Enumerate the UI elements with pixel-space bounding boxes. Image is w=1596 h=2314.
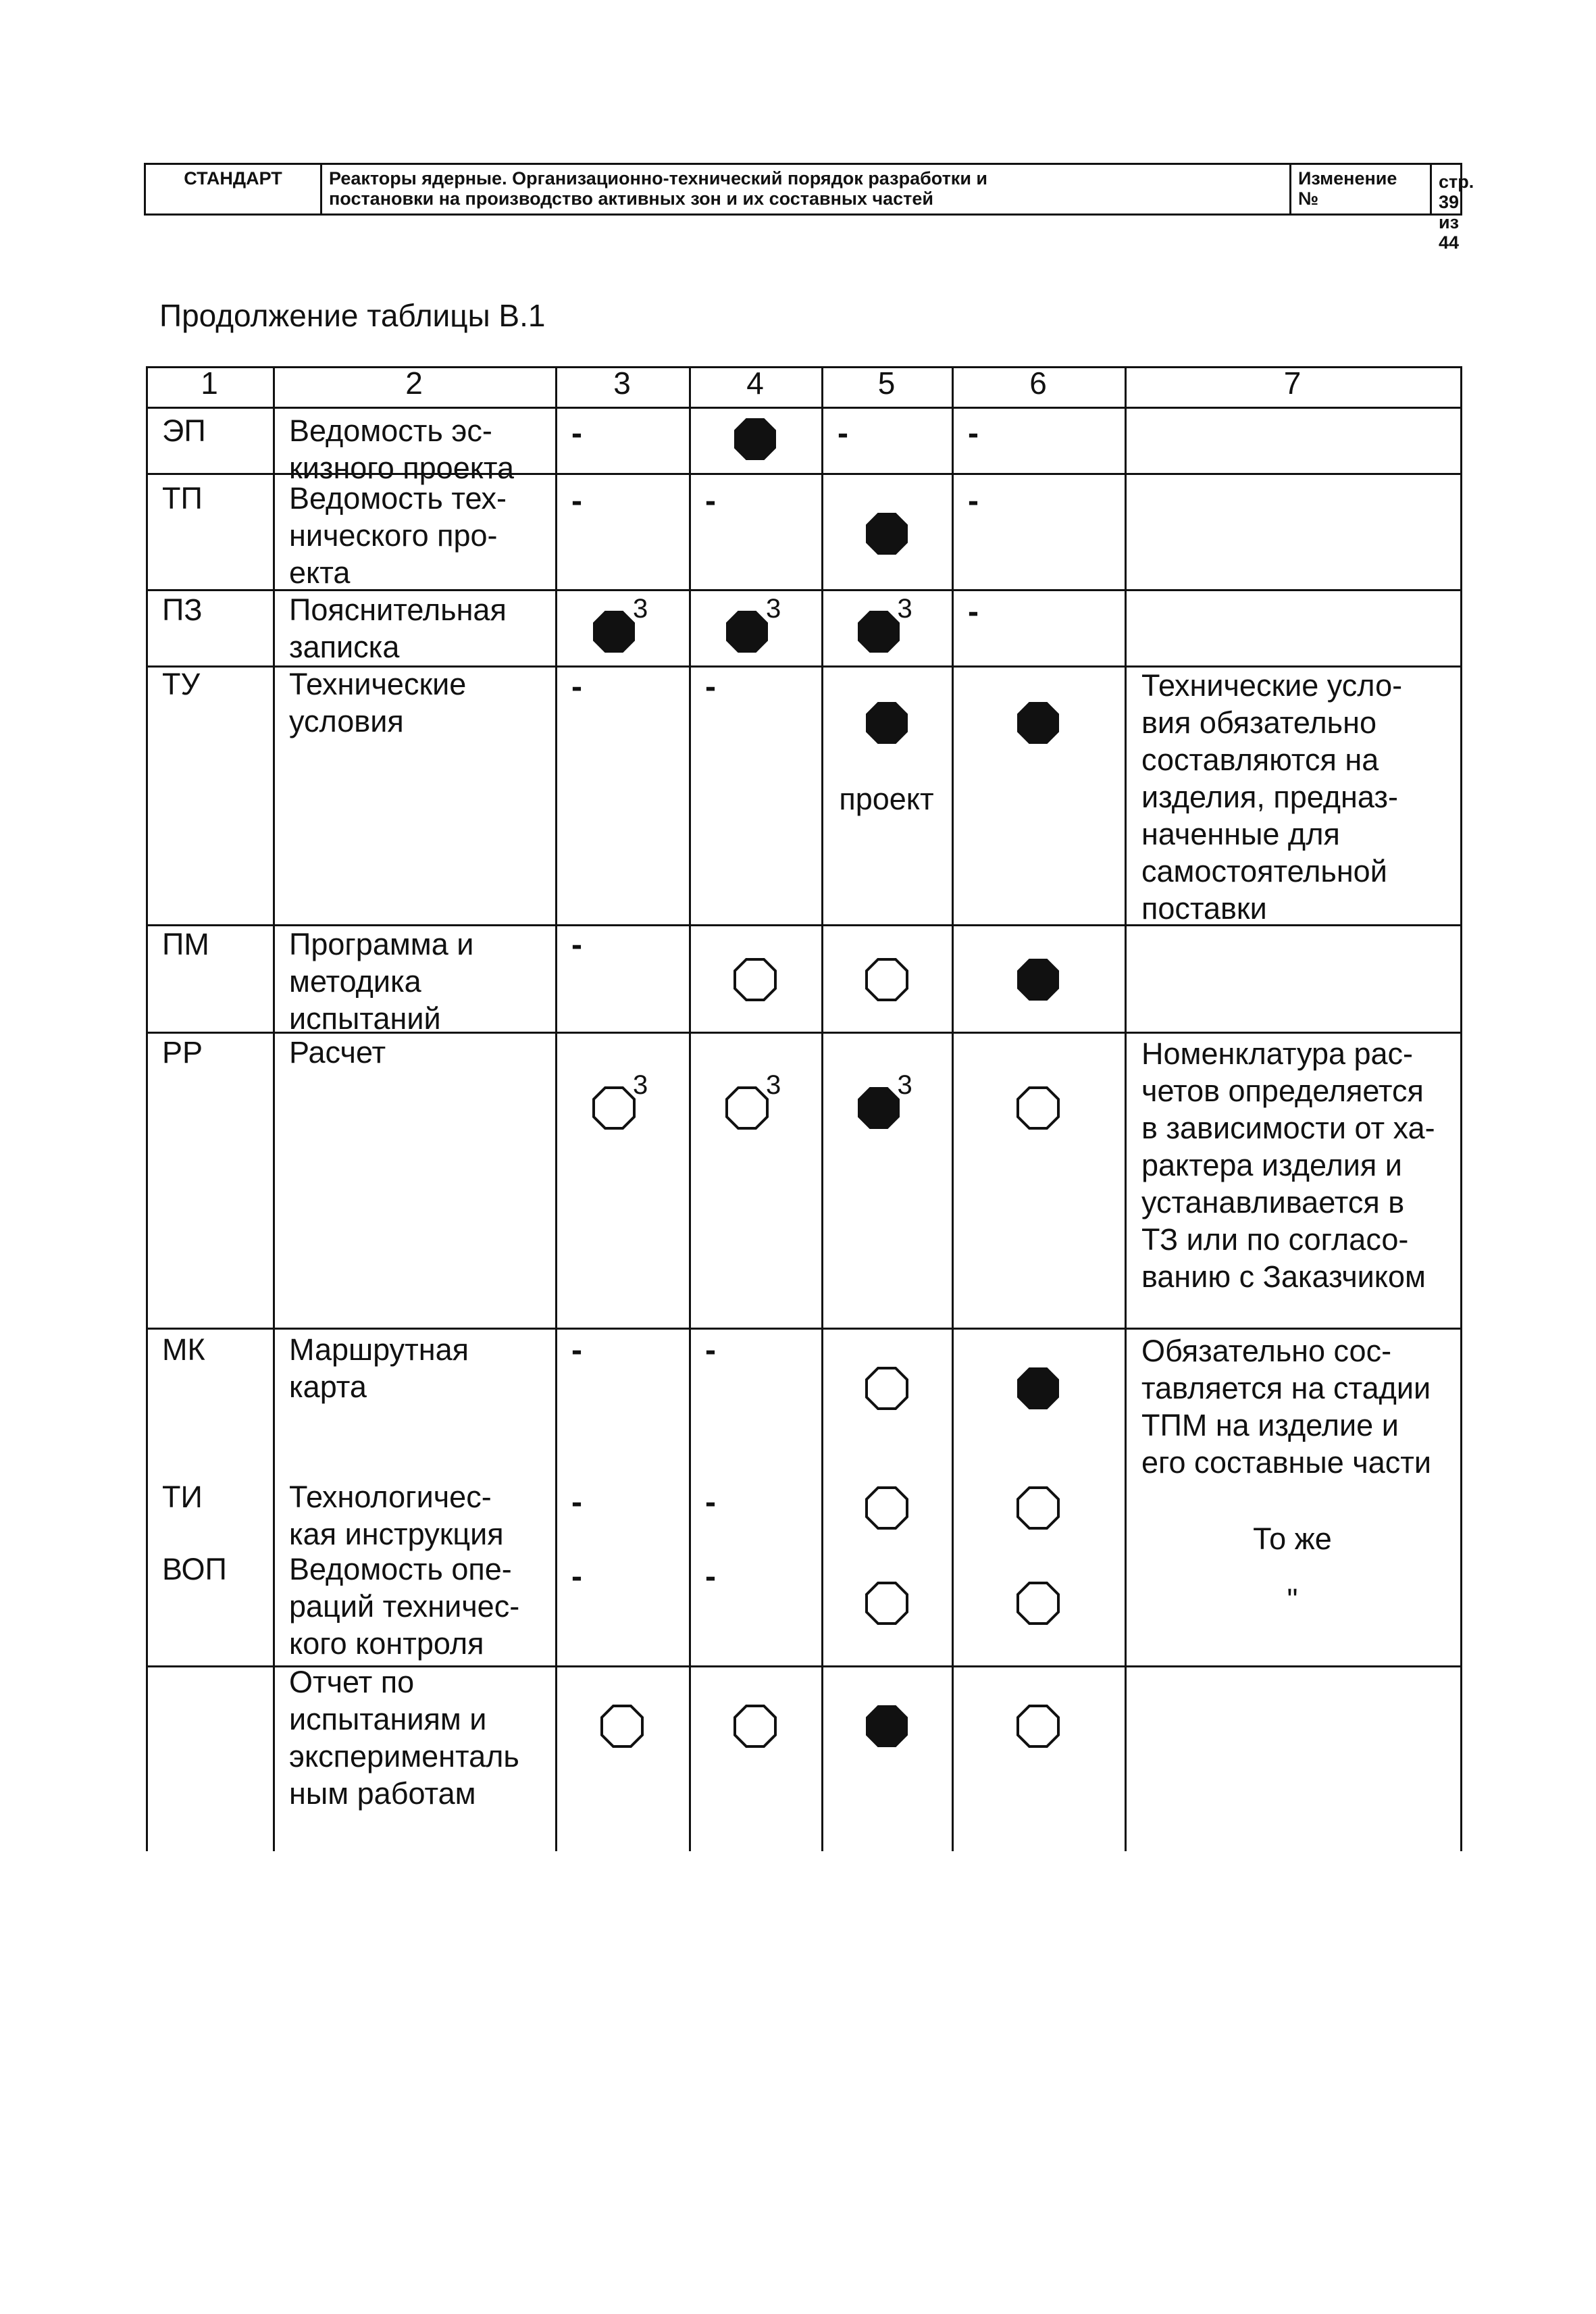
stage-note: проект bbox=[839, 782, 934, 816]
row-document-name: Расчет bbox=[289, 1035, 386, 1070]
not-applicable-dash: - bbox=[571, 927, 582, 963]
row-document-name: Ведомость эс- кизного проекта bbox=[289, 413, 515, 485]
row-remark: Технические усло- вия обязательно составляются на изделия, предназ- наченные для самостоятельной поставки bbox=[1141, 668, 1403, 926]
hollow-octagon-icon bbox=[865, 1486, 908, 1530]
row-code: МК bbox=[162, 1332, 205, 1367]
page-number: стр. 39 из 44 bbox=[1439, 172, 1474, 253]
hollow-octagon-icon bbox=[725, 1086, 769, 1130]
hollow-octagon-icon bbox=[865, 1367, 908, 1410]
not-applicable-dash: - bbox=[705, 669, 716, 705]
row-code: ТУ bbox=[162, 667, 201, 701]
row-code: ПМ bbox=[162, 927, 209, 961]
column-header: 4 bbox=[746, 366, 764, 401]
superscript-note: 3 bbox=[897, 1070, 912, 1100]
hollow-octagon-icon bbox=[1016, 1705, 1060, 1748]
filled-octagon-icon bbox=[857, 1086, 900, 1130]
row-document-name: Ведомость тех- нического про- екта bbox=[289, 481, 507, 590]
filled-octagon-icon bbox=[592, 610, 636, 653]
superscript-note: 3 bbox=[897, 594, 912, 624]
row-code: ВОП bbox=[162, 1552, 227, 1586]
column-rule bbox=[1460, 366, 1462, 1851]
document-title-line-1: Реакторы ядерные. Организационно-технический порядок разработки и bbox=[329, 168, 988, 188]
row-rule bbox=[146, 1328, 1460, 1330]
column-header: 6 bbox=[1029, 366, 1047, 401]
document-title bbox=[322, 165, 1291, 213]
row-remark: То же bbox=[1253, 1521, 1332, 1556]
row-document-name: Ведомость опе- раций техничес- кого контроля bbox=[289, 1552, 520, 1661]
not-applicable-dash: - bbox=[571, 669, 582, 705]
row-code: ЭП bbox=[162, 413, 206, 448]
row-document-name: Технологичес- кая инструкция bbox=[289, 1480, 504, 1551]
column-header: 3 bbox=[613, 366, 631, 401]
hollow-octagon-icon bbox=[733, 1705, 777, 1748]
filled-octagon-icon bbox=[1016, 1367, 1060, 1410]
change-number-sign: № bbox=[1298, 188, 1319, 209]
row-code: ТИ bbox=[162, 1480, 203, 1514]
row-document-name: Технические условия bbox=[289, 667, 467, 738]
header-rule bbox=[146, 407, 1460, 409]
column-header: 7 bbox=[1283, 366, 1302, 401]
not-applicable-dash: - bbox=[571, 483, 582, 519]
not-applicable-dash: - bbox=[968, 416, 979, 451]
hollow-octagon-icon bbox=[865, 1582, 908, 1625]
not-applicable-dash: - bbox=[705, 1332, 716, 1368]
hollow-octagon-icon bbox=[600, 1705, 644, 1748]
superscript-note: 3 bbox=[766, 1070, 781, 1100]
row-remark: Номенклатура рас- четов определяется в зависимости от ха- рактера изделия и устанавливается в ТЗ или по согласо- ванию с Заказчиком bbox=[1141, 1036, 1435, 1294]
hollow-octagon-icon bbox=[865, 958, 908, 1001]
hollow-octagon-icon bbox=[592, 1086, 636, 1130]
hollow-octagon-icon bbox=[1016, 1582, 1060, 1625]
not-applicable-dash: - bbox=[838, 416, 848, 451]
row-remark: Обязательно сос- тавляется на стадии ТПМ на изделие и его составные части bbox=[1141, 1334, 1431, 1480]
not-applicable-dash: - bbox=[705, 1484, 716, 1520]
column-header: 1 bbox=[201, 366, 218, 401]
row-document-name: Отчет по испытаниям и эксперименталь ным работам bbox=[289, 1665, 519, 1811]
filled-octagon-icon bbox=[725, 610, 769, 653]
not-applicable-dash: - bbox=[571, 1332, 582, 1368]
filled-octagon-icon bbox=[865, 1705, 908, 1748]
column-header: 2 bbox=[405, 366, 423, 401]
filled-octagon-icon bbox=[733, 418, 777, 461]
change-number bbox=[1291, 165, 1432, 213]
superscript-note: 3 bbox=[633, 1070, 648, 1100]
not-applicable-dash: - bbox=[705, 1559, 716, 1594]
not-applicable-dash: - bbox=[571, 1484, 582, 1520]
row-code: РР bbox=[162, 1035, 203, 1070]
document-header bbox=[144, 163, 1474, 253]
hollow-octagon-icon bbox=[1016, 1086, 1060, 1130]
document-title-line-2: постановки на производство активных зон и их составных частей bbox=[329, 188, 934, 209]
filled-octagon-icon bbox=[1016, 958, 1060, 1001]
row-code: ТП bbox=[162, 481, 203, 515]
superscript-note: 3 bbox=[633, 594, 648, 624]
column-header: 5 bbox=[877, 366, 896, 401]
not-applicable-dash: - bbox=[705, 483, 716, 519]
row-document-name: Программа и методика испытаний bbox=[289, 927, 474, 1036]
row-code: ПЗ bbox=[162, 593, 203, 627]
row-document-name: Пояснительная записка bbox=[289, 593, 507, 664]
hollow-octagon-icon bbox=[1016, 1486, 1060, 1530]
superscript-note: 3 bbox=[766, 594, 781, 624]
not-applicable-dash: - bbox=[571, 1559, 582, 1594]
filled-octagon-icon bbox=[865, 512, 908, 555]
table-caption: Продолжение таблицы В.1 bbox=[159, 298, 546, 333]
row-document-name: Маршрутная карта bbox=[289, 1332, 469, 1404]
filled-octagon-icon bbox=[1016, 701, 1060, 745]
hollow-octagon-icon bbox=[733, 958, 777, 1001]
not-applicable-dash: - bbox=[968, 594, 979, 630]
filled-octagon-icon bbox=[857, 610, 900, 653]
row-remark: " bbox=[1287, 1582, 1298, 1617]
standard-label: СТАНДАРТ bbox=[146, 165, 322, 213]
not-applicable-dash: - bbox=[571, 416, 582, 451]
change-label: Изменение bbox=[1298, 168, 1397, 188]
filled-octagon-icon bbox=[865, 701, 908, 745]
not-applicable-dash: - bbox=[968, 483, 979, 519]
